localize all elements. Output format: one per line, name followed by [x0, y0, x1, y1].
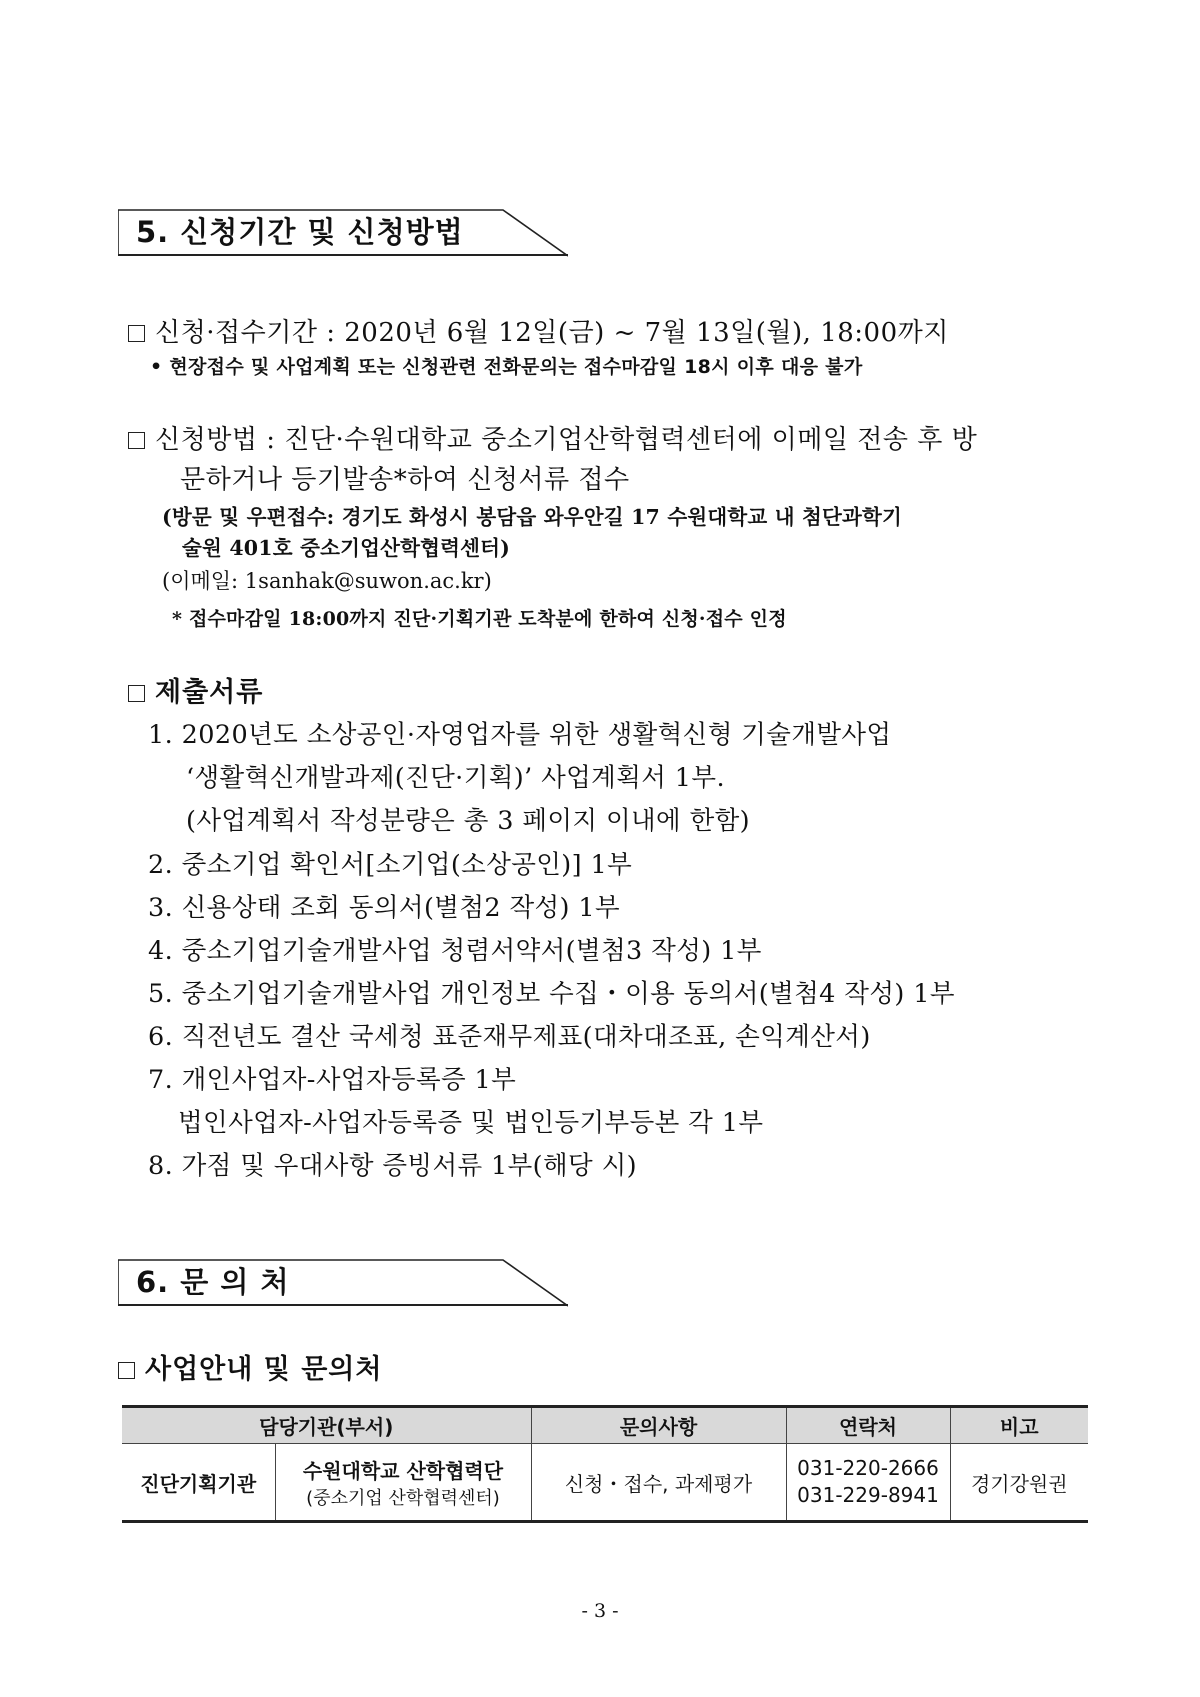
header-inquiry: 문의사항 [531, 1407, 786, 1444]
doc-item-2: 2. 중소기업 확인서[소기업(소상공인)] 1부 [148, 850, 633, 880]
section6-header [118, 1256, 568, 1308]
docs-title: 제출서류 [155, 677, 264, 708]
page-number: - 3 - [581, 1600, 619, 1622]
visit-address-2: 술원 401호 중소기업산학협력센터) [182, 536, 511, 560]
doc-item-3: 3. 신용상태 조회 동의서(별첨2 작성) 1부 [148, 893, 621, 923]
doc-item-1-cont: ‘생활혁신개발과제(진단·기획)’ 사업계획서 1부. [186, 763, 725, 793]
cell-contact [786, 1444, 950, 1522]
doc-item-4: 4. 중소기업기술개발사업 청렴서약서(별첨3 작성) 1부 [148, 936, 762, 966]
inquiry-subtitle: 사업안내 및 문의처 [145, 1354, 383, 1385]
header-note: 비고 [950, 1407, 1088, 1444]
cell-dept [275, 1444, 531, 1522]
phone-1: 031-220-2666 [797, 1456, 939, 1480]
table-row [122, 1444, 1088, 1522]
section5-title: 5. 신청기간 및 신청방법 [136, 215, 464, 249]
email-line: (이메일: 1sanhak@suwon.ac.kr) [162, 569, 492, 593]
cell-org: 진단기획기관 [122, 1444, 275, 1522]
contact-table [122, 1405, 1088, 1523]
doc-item-5: 5. 중소기업기술개발사업 개인정보 수집・이용 동의서(별첨4 작성) 1부 [148, 979, 955, 1009]
doc-item-7: 7. 개인사업자-사업자등록증 1부 [148, 1065, 517, 1095]
table-header-row [122, 1407, 1088, 1444]
checkbox-square-icon [128, 432, 145, 449]
doc-item-1-note: (사업계획서 작성분량은 총 3 페이지 이내에 한함) [186, 806, 750, 836]
method-line-1 [128, 419, 977, 456]
period-line [128, 312, 949, 349]
period-text: 신청·접수기간 : 2020년 6월 12일(금) ~ 7월 13일(월), 18:00까지 [155, 318, 949, 348]
checkbox-square-icon [128, 685, 145, 702]
method-text-1: 신청방법 : 진단·수원대학교 중소기업산학협력센터에 이메일 전송 후 방 [155, 425, 978, 455]
deadline-note: * 접수마감일 18:00까지 진단·기획기관 도착분에 한하여 신청·접수 인정 [172, 608, 787, 630]
phone-2: 031-229-8941 [797, 1483, 939, 1507]
section5-header [118, 206, 568, 258]
header-org: 담당기관(부서) [122, 1407, 531, 1444]
inquiry-subtitle-line [118, 1347, 382, 1386]
period-note: • 현장접수 및 사업계획 또는 신청관련 전화문의는 접수마감일 18시 이후 대응 불가 [150, 356, 863, 378]
dept-sub: (중소기업 산학협력센터) [306, 1487, 500, 1509]
docs-title-line [128, 670, 263, 709]
doc-item-7-cont: 법인사업자-사업자등록증 및 법인등기부등본 각 1부 [178, 1108, 764, 1138]
header-contact: 연락처 [786, 1407, 950, 1444]
doc-item-6: 6. 직전년도 결산 국세청 표준재무제표(대차대조표, 손익계산서) [148, 1022, 871, 1052]
dept-main: 수원대학교 산학협력단 [302, 1458, 504, 1483]
checkbox-square-icon [118, 1362, 135, 1379]
section6-title: 6. 문 의 처 [136, 1265, 290, 1299]
cell-inquiry: 신청・접수, 과제평가 [531, 1444, 786, 1522]
cell-note: 경기강원권 [950, 1444, 1088, 1522]
method-line-2: 문하거나 등기발송*하여 신청서류 접수 [180, 465, 630, 495]
visit-address-1: (방문 및 우편접수: 경기도 화성시 봉담읍 와우안길 17 수원대학교 내 첨단과학기 [162, 505, 903, 529]
section6-rule [118, 1304, 568, 1306]
doc-item-1: 1. 2020년도 소상공인·자영업자를 위한 생활혁신형 기술개발사업 [148, 720, 892, 750]
doc-item-8: 8. 가점 및 우대사항 증빙서류 1부(해당 시) [148, 1151, 637, 1181]
section5-rule [118, 254, 568, 256]
checkbox-square-icon [128, 325, 145, 342]
